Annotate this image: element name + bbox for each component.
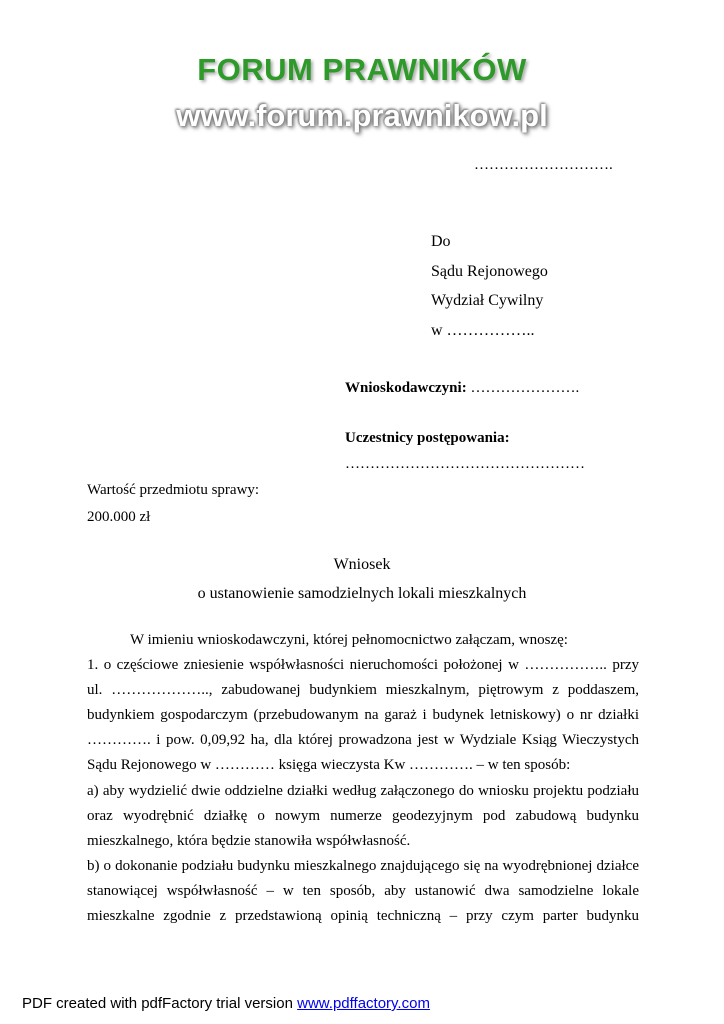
pdf-footer: [22, 995, 430, 1012]
address-line-to: Do: [431, 233, 451, 250]
watermark-url: www.forum.prawnikow.pl: [176, 98, 548, 133]
address-line-division: Wydział Cywilny: [431, 292, 544, 309]
request-paragraph-1: 1. o częściowe zniesienie współwłasności nieruchomości położonej w …………….. przy ul. ……………….., zabudowanej budynkiem mieszkalnym, piętrowym z poddaszem, budynkiem gospodarczym (przebudowanym na garaż i budynek letniskowy) o nr działki …………. i pow. 0,09,92 ha, dla której prowadzona jest w Wydziale Ksiąg Wieczystych Sądu Rejonowego w ………… księga wieczysta Kw …………. – w ten sposób:: [87, 657, 639, 774]
address-line-court: Sądu Rejonowego: [431, 262, 548, 280]
intro-paragraph: W imieniu wnioskodawczyni, której pełnomocnictwo załączam, wnoszę:: [130, 632, 568, 648]
participants-value: …………………………………………: [345, 456, 585, 472]
document-title: Wniosek: [333, 556, 391, 573]
applicant: [345, 377, 579, 399]
address-line-city: w ……………..: [431, 321, 535, 339]
document-subtitle: o ustanowienie samodzielnych lokali mieszkalnych: [197, 585, 527, 602]
court-address: [431, 227, 548, 345]
participants-label: Uczestnicy postępowania:: [345, 430, 510, 446]
pdffactory-link[interactable]: www.pdffactory.com: [297, 995, 430, 1012]
applicant-value: ………………….: [470, 380, 580, 396]
applicant-label: Wnioskodawczyni:: [345, 380, 467, 396]
watermark-title: FORUM PRAWNIKÓW: [197, 52, 527, 87]
request-paragraph-a: a) aby wydzielić dwie oddzielne działki według załączonego do wniosku projektu podziału oraz wyodrębnić działkę o nowym numerze geodezyjnym pod zabudową budynku mieszkalnego, która będzie stanowiła współwłasność.: [87, 782, 639, 849]
footer-text: PDF created with pdfFactory trial version: [22, 995, 293, 1012]
place-date: ……………………….: [474, 157, 613, 173]
case-value-label: Wartość przedmiotu sprawy:: [87, 482, 260, 498]
document-body: [87, 628, 639, 929]
case-value-amount: 200.000 zł: [87, 509, 151, 525]
request-paragraph-b: b) o dokonanie podziału budynku mieszkalnego znajdującego się na wyodrębnionej działce stanowiącej współwłasność – w ten sposób, aby ustanowić dwa samodzielne lokale mieszkalne zgodnie z przedstawioną opinią techniczną – przy czym parter budynku: [87, 857, 639, 925]
